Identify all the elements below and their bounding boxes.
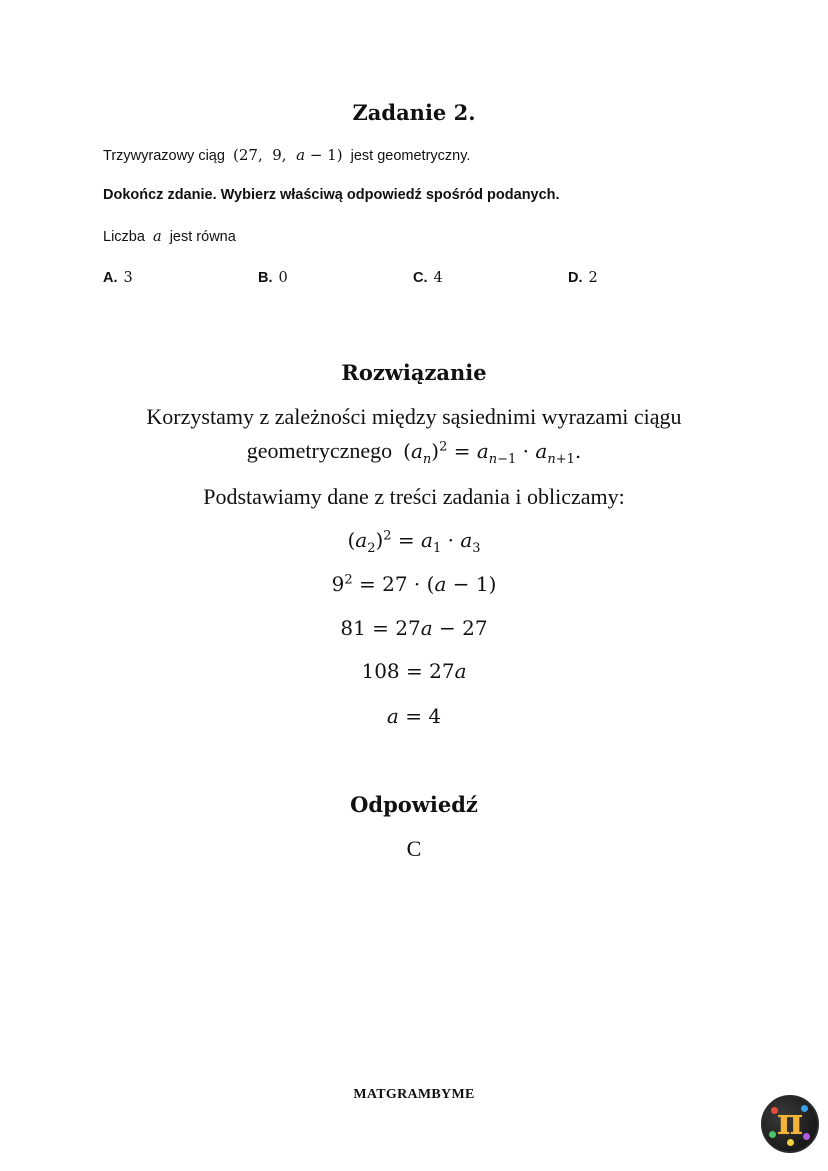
pi-logo-icon: π — [761, 1095, 819, 1153]
answer-value: C — [406, 836, 422, 861]
step-2: $9^2 = 27 \cdot (a - 1)$ — [331, 572, 497, 596]
step-4: 108 = 27a — [361, 659, 467, 683]
solution-intro-line2 — [0, 434, 828, 468]
footer-brand: MATGRAMBYME — [353, 1087, 475, 1102]
option-d — [568, 270, 598, 286]
question-prefix: Liczba — [103, 229, 145, 245]
solution-intro-line1: Korzystamy z zależności między sąsiednimi wyrazami ciągu — [146, 404, 682, 429]
task-question — [103, 229, 236, 245]
question-variable: a — [152, 229, 162, 245]
option-c — [413, 270, 443, 286]
option-b — [258, 270, 288, 286]
step-5: a = 4 — [386, 704, 442, 728]
option-value: 2 — [588, 270, 598, 286]
statement-suffix: jest geometryczny. — [350, 148, 471, 164]
option-value: 0 — [278, 270, 288, 286]
task-title: Zadanie 2. — [352, 100, 476, 125]
question-suffix: jest równa — [169, 229, 236, 245]
statement-prefix: Trzywyrazowy ciąg — [103, 148, 225, 164]
step-1: $(a_2)^2 = a_1 \cdot a_3$ — [347, 528, 481, 556]
solution-heading: Rozwiązanie — [341, 360, 487, 385]
task-statement — [103, 146, 470, 164]
intro-word: geometrycznego — [246, 438, 393, 463]
geometric-formula: $(a_n)^2 = a_{n-1} \cdot a_{n+1}$. — [403, 439, 582, 467]
option-a — [103, 270, 133, 286]
sequence-expression: (27, 9, a − 1) — [233, 146, 343, 164]
option-letter: B. — [258, 270, 273, 286]
option-letter: D. — [568, 270, 583, 286]
answer-heading: Odpowiedź — [350, 792, 478, 817]
solution-intro-line3: Podstawiamy dane z treści zadania i obliczamy: — [203, 484, 625, 509]
option-value: 3 — [123, 270, 133, 286]
task-instruction: Dokończ zdanie. Wybierz właściwą odpowiedź spośród podanych. — [103, 187, 560, 203]
step-3: 81 = 27a − 27 — [340, 616, 488, 640]
option-value: 4 — [433, 270, 443, 286]
option-letter: A. — [103, 270, 118, 286]
option-letter: C. — [413, 270, 428, 286]
